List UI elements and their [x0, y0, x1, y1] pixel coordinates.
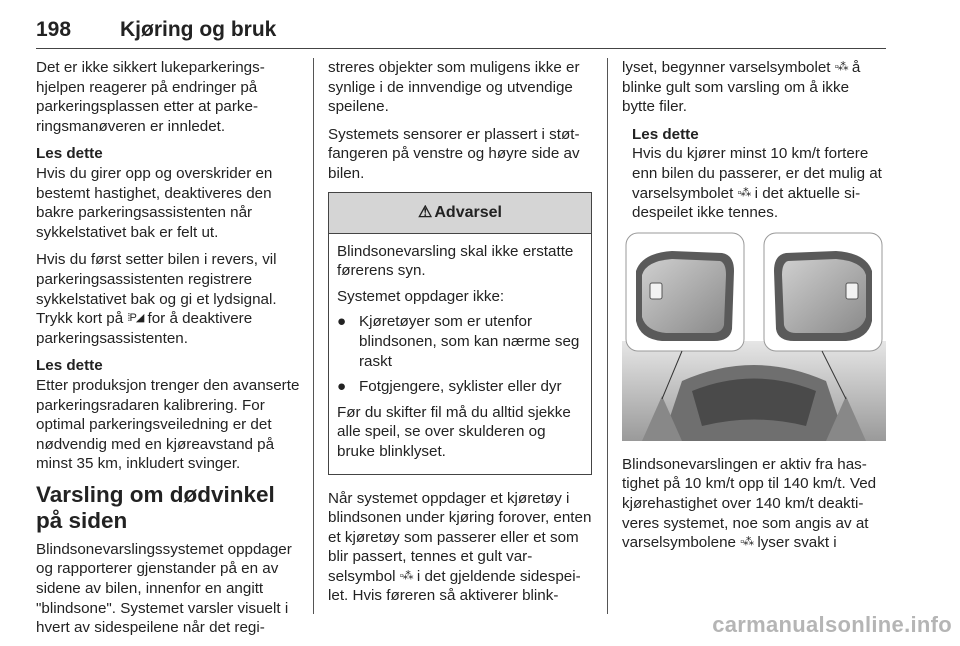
section-heading: Varsling om dødvinkel på siden [36, 481, 275, 533]
paragraph [622, 58, 886, 117]
bullet-dot-icon: ● [337, 313, 347, 331]
text-run: lyset, begynner varselsymbolet [622, 59, 835, 76]
page-header [36, 18, 886, 49]
warning-header [329, 193, 591, 234]
text-run: for å deaktivere parkeringsassistenten. [36, 310, 253, 347]
paragraph: Blindsonevarslingssystemet oppdager og rapporterer gjenstander på en av sidene av bilen, innenfor en angitt "blindsone". Systemet varsler visuelt i hvert av sidespeilene når det regi- [36, 540, 292, 637]
column-divider [313, 58, 314, 614]
warning-text: Før du skifter fil må du alltid sjekke alle speil, se over skulderen og bruke blinklyset. [337, 403, 571, 460]
bullet-text: Kjøretøyer som er utenfor blindsonen, som kan nærme seg raskt [359, 313, 580, 370]
text-run: lyser svakt i [753, 534, 837, 552]
paragraph [328, 489, 592, 607]
note-box [36, 356, 300, 474]
warning-title: Advarsel [434, 203, 502, 221]
paragraph: Det er ikke sikkert lukeparkeringshjelpen reagerer på endringer på parkeringsplassen etter at parkeringsmanøveren er innledet. [36, 59, 265, 135]
column-2 [328, 58, 592, 614]
bullet-item [337, 377, 583, 397]
blind-spot-warning-icon: ▫⁂ [834, 61, 848, 73]
paragraph [622, 455, 886, 553]
text-run: å blinke gult som varsling om å ikke bytte filer. [622, 59, 861, 116]
note-title: Les dette [36, 357, 103, 375]
warning-triangle-icon: ⚠ [418, 203, 433, 221]
bullet-item [337, 312, 583, 371]
blind-spot-warning-icon: ▫⁂ [740, 536, 754, 549]
bullet-dot-icon: ● [337, 378, 347, 396]
page-number: 198 [36, 18, 72, 41]
text-run: Blindsonevarslingen er aktiv fra hastighet på 10 km/t opp til 140 km/t. Ved kjørehastighet over 140 km/t deaktiveres systemet, noe som angis av at varselsymbolene [622, 455, 877, 552]
text-run: i det gjeldende sidespeilet. Hvis føreren så aktiverer blink- [328, 567, 581, 605]
note-title: Les dette [36, 145, 103, 163]
watermark: carmanualsonline.info [712, 612, 952, 637]
chapter-title: Kjøring og bruk [120, 18, 277, 41]
mirror-illustration [622, 231, 886, 441]
text-run: Hvis du først setter bilen i revers, vil parkeringsassistenten registrere sykkelstativet bak og gi et lydsignal. Trykk kort på [36, 251, 277, 328]
paragraph: Systemets sensorer er plassert i støtfangeren på venstre og høyre side av bilen. [328, 125, 580, 182]
parking-assist-icon: ⁞P◢ [127, 312, 144, 325]
car-mirrors-image [622, 231, 886, 441]
warning-text: Blindsonevarsling skal ikke erstatte førerens syn. [337, 242, 574, 280]
text-run: i det aktuelle sidespeilet ikke tennes. [632, 184, 861, 222]
blind-spot-warning-icon: ▫⁂ [737, 186, 751, 199]
paragraph: streres objekter som muligens ikke er synlige i de innvendige og utvendige speilene. [328, 59, 580, 116]
warning-text: Systemet oppdager ikke: [337, 287, 505, 305]
warning-body [329, 234, 591, 474]
column-divider [607, 58, 608, 614]
note-title: Les dette [632, 125, 699, 143]
blind-spot-warning-icon: ▫⁂ [399, 569, 413, 582]
note-text: Hvis du girer opp og overskrider en bestemt hastighet, deaktiveres den bakre parkeringsassistenten når sykkelstativet bak er felt ut. [36, 164, 273, 241]
bullet-text: Fotgjengere, syklister eller dyr [359, 378, 562, 396]
note-box [622, 125, 886, 223]
note-text [632, 144, 886, 222]
text-run: Hvis du kjører minst 10 km/t fortere enn bilen du passerer, er det mulig at varselsymbolet [632, 145, 882, 202]
note-box [36, 144, 300, 242]
paragraph [36, 250, 300, 348]
column-1 [36, 58, 300, 646]
text-run: Når systemet oppdager et kjøretøy i blindsonen under kjøring forover, enten et kjøretøy som passerer eller et som blir passert, tennes et gult varselsymbol [328, 489, 592, 585]
column-3 [622, 58, 886, 561]
warning-box [328, 192, 592, 475]
note-text: Etter produksjon trenger den avanserte parkeringsradaren kalibrering. For optimal parkeringsveiledning er det nødvendig med en kjøreavstand på minst 35 km, inkludert svinger. [36, 376, 300, 473]
